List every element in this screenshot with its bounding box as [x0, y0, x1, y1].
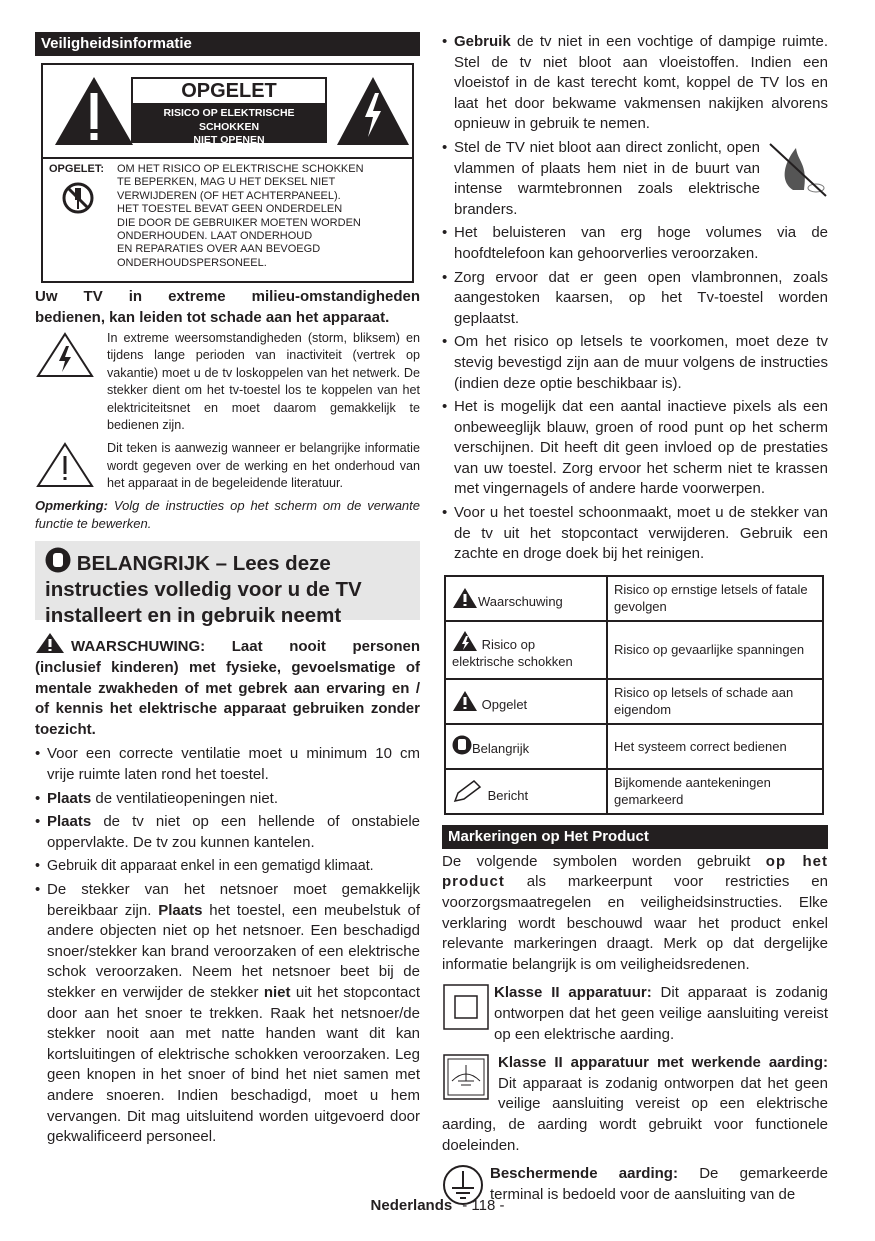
text: de ventilatieopeningen niet.	[91, 789, 279, 807]
list-item	[35, 880, 420, 1148]
text: De volgende symbolen worden gebruikt	[442, 852, 766, 870]
extreme-heading: Uw TV in extreme milieu-omstandigheden	[35, 288, 420, 305]
text: Het is mogelijk dat een aantal inactieve pixels als een onbeweeglijk blauw, groen of rood punt op het scherm verschijnen. Dit heeft dit geen invloed op de prestaties van uw toestel. Zorg ervoor het scherm niet te krassen met vingernagels of andere harde voorwerpen.	[454, 398, 828, 498]
legend-desc: Risico op gevaarlijke spanningen	[607, 621, 823, 679]
class-ii-icon	[442, 983, 490, 1031]
text: Gebruik	[454, 33, 511, 50]
list-item	[35, 789, 420, 810]
right-bullet-list	[442, 32, 828, 565]
table-row	[445, 769, 823, 814]
legend-label: Opgelet	[481, 696, 528, 712]
text: Klasse II apparatuur:	[494, 984, 652, 1002]
warning-triangle-icon	[35, 632, 65, 654]
caution-line: ONDERHOUDEN. LAAT ONDERHOUD	[117, 230, 313, 243]
text: als markeerpunt voor restricties en voorzorgsmaatregelen en veiligheidsinstructies. Elke verklaring wordt beschouwd waar het product enkel relevante markeringen draagt. Merk op dat dergelijke informatie belangrijk is om veiligheidsredenen.	[442, 873, 828, 973]
page-number: - 118 -	[462, 1197, 505, 1214]
list-item	[442, 268, 828, 330]
text: Zorg ervoor dat er geen open vlambronnen, zoals aangestoken kaarsen, op het Tv-toestel worden geplaatst.	[454, 268, 828, 327]
extreme-heading-2: bedienen, kan leiden tot schade aan het apparaat.	[35, 309, 390, 326]
list-item	[442, 332, 828, 394]
list-item	[442, 397, 828, 500]
caution-label	[131, 77, 327, 146]
sign-text: Dit teken is aanwezig wanneer er belangrijke informatie wordt gegeven over de werking en het onderhoud van het apparaat in de begeleidende literatuur.	[107, 441, 420, 491]
note	[35, 497, 420, 533]
text: Klasse II apparatuur met werkende aarding:	[498, 1054, 828, 1072]
caution-line: ONDERHOUDSPERSONEEL.	[117, 256, 267, 269]
page-footer	[0, 1197, 875, 1214]
caution-lead: OPGELET:	[49, 163, 105, 175]
legend-desc: Risico op letsels of schade aan eigendom	[607, 679, 823, 724]
symbol-legend-table	[444, 575, 824, 815]
lightning-triangle-outline-icon	[35, 330, 95, 380]
functional-earth-icon	[442, 1053, 490, 1101]
text: de tv niet in een vochtige of dampige ruimte. Stel de tv niet bloot aan vloeistoffen. Indien een vloeistof in de kast terecht komt, koppel de TV los en laat het door bekwame vakmensen nakijken alvorens opnieuw in gebruik te nemen.	[454, 33, 828, 133]
text: Plaats	[47, 813, 92, 831]
legend-label: Belangrijk	[472, 741, 530, 757]
text: Dit apparaat is zodanig ontworpen dat het geen veilige aansluiting vereist op een elektrische aarding.	[494, 984, 828, 1043]
text: Plaats	[158, 901, 203, 919]
hand-icon	[452, 735, 472, 755]
text: Beschermende aarding:	[490, 1165, 678, 1183]
caution-title: OPGELET	[133, 79, 325, 103]
legend-label: Waarschuwing	[478, 593, 563, 609]
left-column	[35, 32, 420, 1148]
list-item	[442, 32, 828, 135]
text: Voor u het toestel schoonmaakt, moet u de stekker van de tv uit het stopcontact verwijderen. Gebruik een zachte en droge doek bij het reinigen.	[454, 504, 828, 563]
text: Plaats	[47, 789, 92, 807]
caution-sub: RISICO OP ELEKTRISCHE	[163, 107, 295, 119]
exclamation-triangle-outline-icon	[35, 440, 95, 490]
text: Stel de TV niet bloot aan direct zonlicht, open vlammen of plaats hem niet in de buurt van intense warmtebronnen zoals elektrische branders.	[454, 138, 760, 218]
text: De stekker van het netsnoer moet gemakkelijk bereikbaar zijn.	[47, 880, 420, 919]
warning-text: WAARSCHUWING: Laat nooit personen (inclusief kinderen) met fysieke, gevoelsmatige of mentale zwakheden of met gebrek aan ervaring en / of kennis het elektrische apparaat gebruiken zonder toezicht.	[35, 638, 420, 738]
no-flame-icon	[768, 140, 828, 198]
text: op het product	[442, 852, 828, 891]
list-item	[442, 223, 828, 264]
table-row	[445, 621, 823, 679]
legend-desc: Het systeem correct bedienen	[607, 724, 823, 769]
text: Om het risico op letsels te voorkomen, moet deze tv stevig bevestigd zijn aan de muur volgens de instructies (indien deze optie beschikbaar is).	[454, 333, 828, 392]
caution-line: VERWIJDEREN (OF HET ACHTERPANEEL).	[117, 189, 341, 202]
legend-desc: Risico op ernstige letsels of fatale gevolgen	[607, 576, 823, 621]
table-row	[445, 724, 823, 769]
text: niet	[263, 983, 291, 1001]
section-header: Markeringen op Het Product	[442, 825, 828, 849]
text: Dit apparaat is zodanig ontworpen dat het geen veilige aansluiting vereist op een elektrische aarding, de aarding wordt gebruikt voor functionele doeleinden.	[442, 1074, 828, 1154]
warning-triangle-icon	[452, 690, 478, 712]
legend-desc: Bijkomende aantekeningen gemarkeerd	[607, 769, 823, 814]
legend-label: Bericht	[487, 787, 529, 803]
text: de tv niet op een hellende of onstabiele oppervlakte. De tv zou kunnen kantelen.	[47, 813, 420, 851]
text: Gebruik dit apparaat enkel in een gematigd klimaat.	[47, 858, 374, 875]
caution-sub: SCHOKKEN	[198, 120, 260, 133]
symbol-class-ii	[442, 983, 828, 1045]
text: Het beluisteren van erg hoge volumes via de hoofdtelefoon kan gehoorverlies veroorzaken.	[454, 224, 828, 262]
caution-line: EN REPARATIES OVER AAN BEVOEGD	[117, 243, 321, 256]
warning-triangle-icon	[452, 587, 478, 609]
text: De gemarkeerde terminal is bedoeld voor de aansluiting van de	[490, 1165, 828, 1203]
caution-line: OM HET RISICO OP ELEKTRISCHE SCHOKKEN	[117, 163, 364, 176]
note-label: Opmerking:	[35, 498, 108, 514]
markings-intro	[442, 852, 828, 976]
list-item	[442, 138, 828, 220]
list-item	[35, 744, 420, 785]
text: uit het stopcontact door aan het snoer te trekken. Raak het netsnoer/de stekker nooit aan met natte handen want dit kan kortsluitingen of elektrische schokken veroorzaken. Leg geen knopen in het snoer of bind het niet samen met andere snoeren. Indien beschadigd, moet u hem vervangen. Dit mag uitsluitend worden uitgevoerd door gekwalificeerd personeel.	[47, 983, 420, 1146]
hand-icon	[45, 547, 71, 573]
weather-text: In extreme weersomstandigheden (storm, bliksem) en tijdens lange perioden van inactiviteit (vertrek op vakantie) moet u de tv loskoppelen van het netwerk. De stekker dient om het tv-toestel los te koppelen van het elektriciteitsnet en moet daarom gemakkelijk te bedienen zijn.	[107, 331, 420, 433]
lightning-triangle-icon	[452, 630, 478, 652]
table-row	[445, 679, 823, 724]
important-box	[35, 541, 420, 628]
legend-label: Risico op elektrische schokken	[452, 636, 573, 669]
caution-sub: NIET OPENEN	[193, 134, 265, 146]
symbol-class-ii-functional-earth	[442, 1053, 828, 1156]
left-bullet-list	[35, 744, 420, 1147]
caution-line: DIE DOOR DE GEBRUIKER MOETEN WORDEN	[117, 216, 361, 229]
text: Voor een correcte ventilatie moet u minimum 10 cm vrije ruimte laten rond het toestel.	[47, 745, 420, 783]
table-row	[445, 576, 823, 621]
right-column	[442, 32, 828, 1211]
list-item	[35, 856, 420, 877]
caution-line: TE BEPERKEN, MAG U HET DEKSEL NIET	[117, 176, 336, 189]
lightning-triangle-icon	[335, 75, 411, 147]
footer-language: Nederlands	[370, 1197, 453, 1214]
pencil-icon	[452, 779, 484, 803]
section-header: Veiligheidsinformatie	[35, 32, 420, 56]
text: het toestel, een meubelstuk of andere objecten niet op het netsnoer. Een beschadigd snoer/stekker kan brand veroorzaken of een elektrische schok veroorzaken. Neem het netsnoer beet bij de stekker en verwijder de stekker	[47, 901, 421, 1001]
list-item	[442, 503, 828, 565]
important-heading: BELANGRIJK – Lees deze instructies volledig voor u de TV installeert en in gebruik neemt	[45, 552, 362, 628]
caution-line: HET TOESTEL BEVAT GEEN ONDERDELEN	[117, 203, 343, 216]
caution-box	[41, 63, 414, 283]
list-item	[35, 812, 420, 853]
warning-paragraph	[35, 632, 420, 740]
note-text: Volg de instructies op het scherm om de verwante functie te bewerken.	[35, 498, 420, 532]
warning-triangle-icon	[53, 75, 135, 147]
no-screwdriver-icon	[61, 181, 95, 215]
